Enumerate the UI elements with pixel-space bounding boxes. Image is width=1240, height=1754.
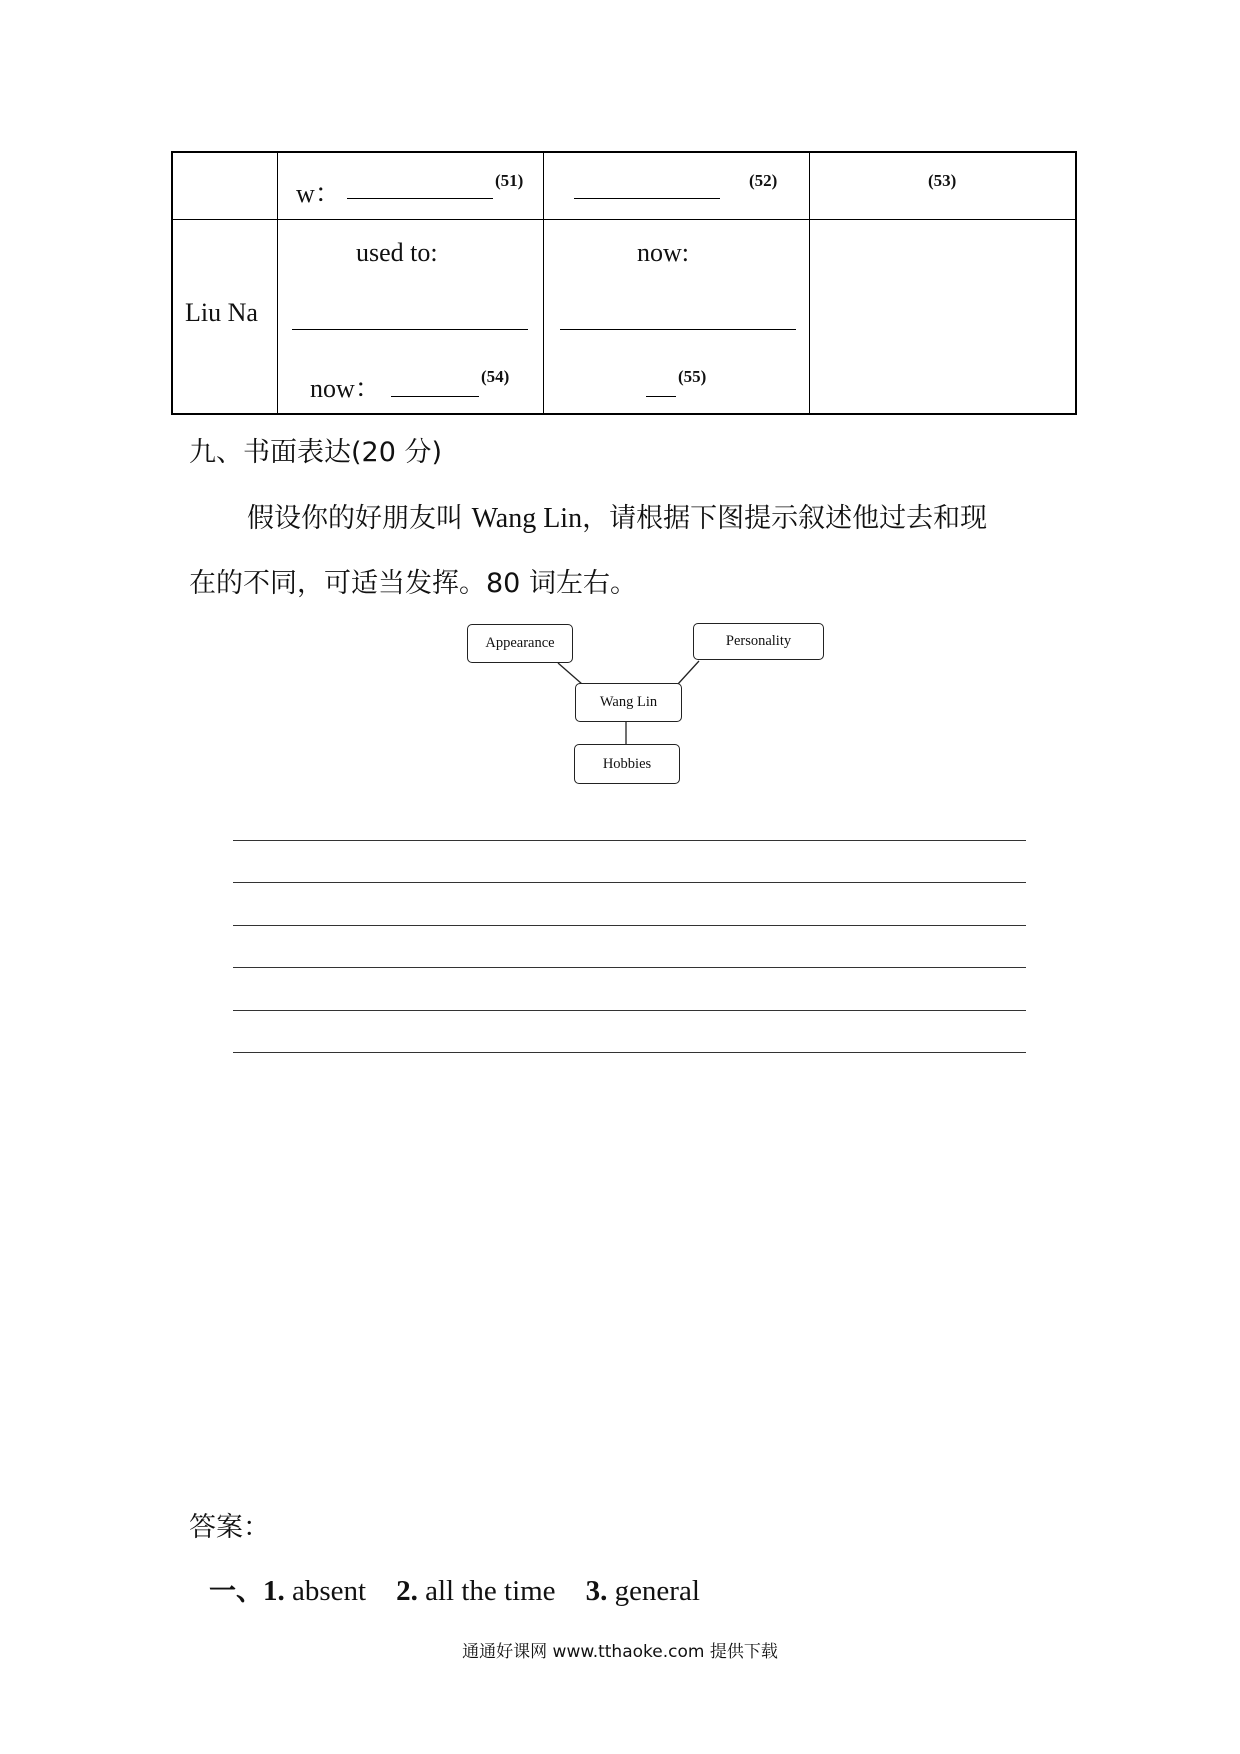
writing-line[interactable] — [233, 967, 1026, 968]
answer-text: absent — [292, 1575, 367, 1607]
prompt-text: 假设你的好朋友叫 — [247, 503, 472, 534]
writing-line[interactable] — [233, 925, 1026, 926]
cell-w-label: w： — [296, 179, 341, 208]
student-name: Liu Na — [185, 298, 258, 327]
diagram-node-appearance: Appearance — [467, 624, 573, 663]
question-number-55: (55) — [678, 367, 707, 386]
question-number-53: (53) — [928, 171, 957, 190]
writing-line[interactable] — [233, 1052, 1026, 1053]
writing-line[interactable] — [233, 840, 1026, 841]
answer-prefix: 一、 — [209, 1576, 263, 1607]
connector-line — [558, 663, 582, 684]
section-heading: 九、书面表达(20 分) — [189, 437, 443, 468]
question-number-52: (52) — [749, 171, 778, 190]
answer-number: 1. — [263, 1575, 285, 1607]
question-number-51: (51) — [495, 171, 524, 190]
prompt-text: ，请根据下图提示叙述他过去和现 — [582, 503, 988, 534]
diagram-node-center: Wang Lin — [575, 683, 682, 722]
diagram-node-hobbies: Hobbies — [574, 744, 680, 784]
answer-text: general — [614, 1575, 700, 1607]
answer-number: 3. — [585, 1575, 608, 1607]
connector-line — [678, 661, 699, 684]
diagram-node-personality: Personality — [693, 623, 824, 660]
writing-line[interactable] — [233, 882, 1026, 883]
now-label: now： — [310, 374, 381, 403]
footer-credit: 通通好课网 www.tthaoke.com 提供下载 — [462, 1642, 778, 1662]
diagram-connectors — [0, 0, 1240, 800]
now-label: now: — [637, 238, 689, 267]
used-to-label: used to: — [356, 238, 438, 267]
prompt-line-2: 在的不同，可适当发挥。80 词左右。 — [189, 568, 637, 599]
friend-name: Wang Lin — [471, 503, 583, 534]
answer-text: all the time — [425, 1575, 556, 1607]
answer-line — [209, 1569, 700, 1608]
question-number-54: (54) — [481, 367, 510, 386]
writing-line[interactable] — [233, 1010, 1026, 1011]
answers-heading: 答案： — [189, 1512, 270, 1543]
answer-number: 2. — [396, 1575, 418, 1607]
